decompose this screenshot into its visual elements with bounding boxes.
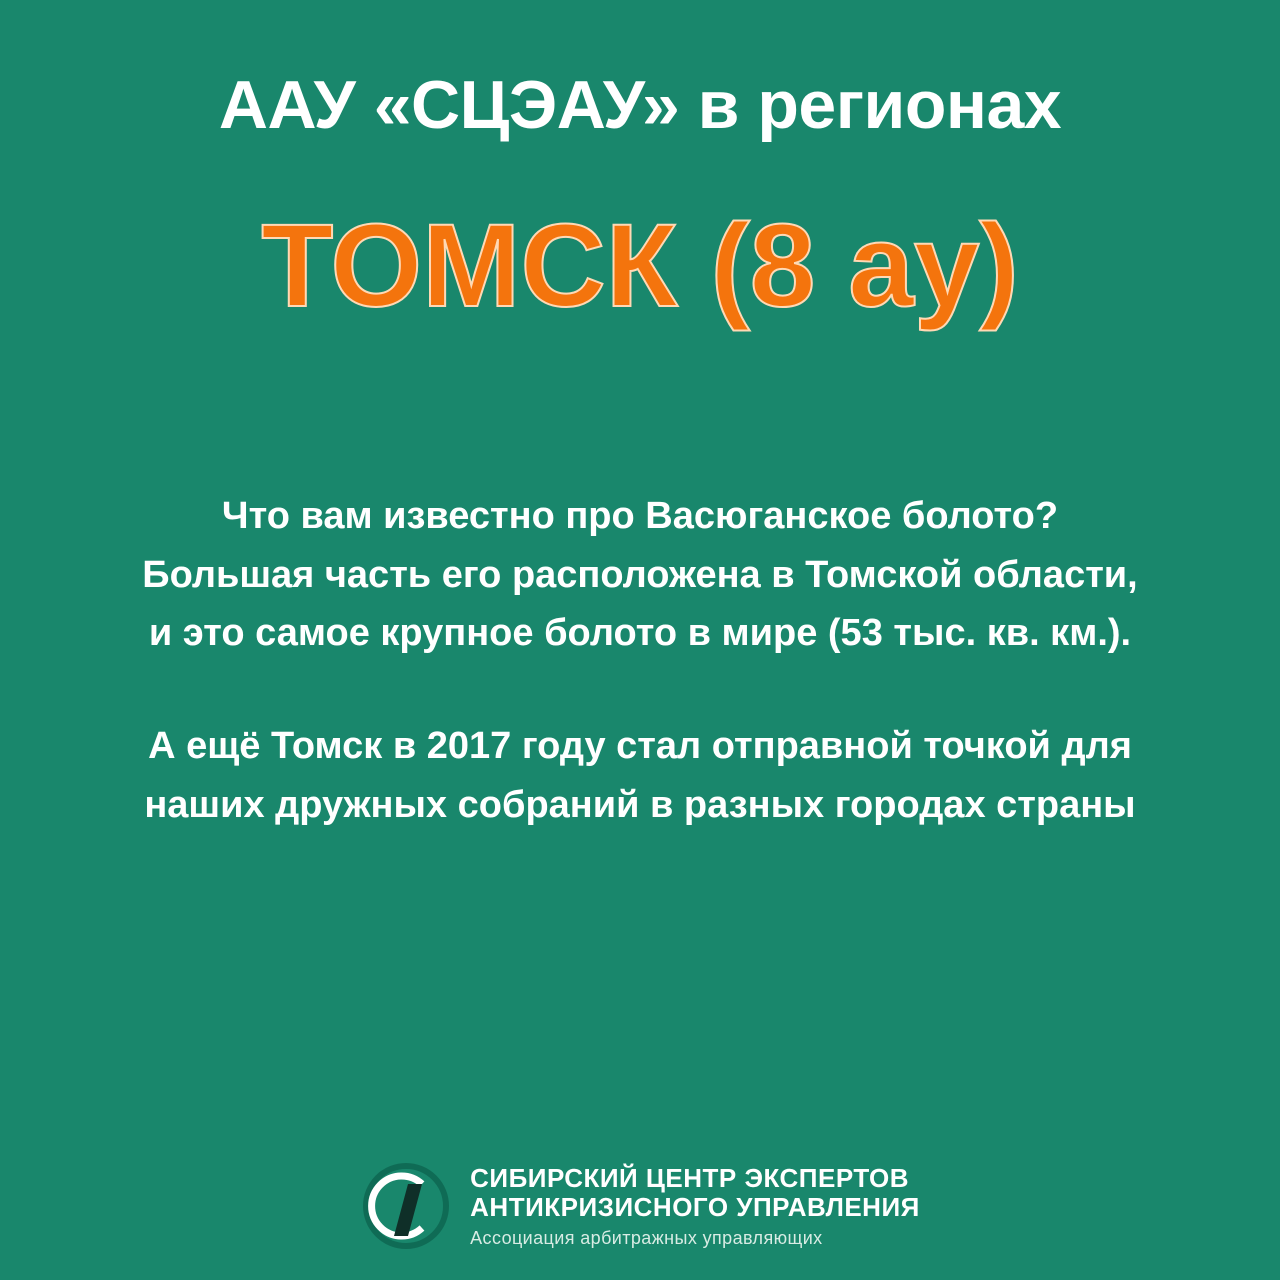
logo-line-3: Ассоциация арбитражных управляющих (470, 1227, 823, 1248)
logo-line-1: СИБИРСКИЙ ЦЕНТР ЭКСПЕРТОВ (470, 1163, 910, 1194)
logo-line-2: АНТИКРИЗИСНОГО УПРАВЛЕНИЯ (470, 1192, 920, 1223)
paragraph-spacer (50, 663, 1230, 717)
body-text (50, 487, 1230, 835)
paragraph-2-line-2: наших дружных собраний в разных городах страны (144, 784, 1136, 827)
logo (0, 1160, 1280, 1252)
city-title: ТОМСК (8 ау) (261, 199, 1019, 332)
sceau-monogram-icon (360, 1160, 452, 1252)
logo-text (470, 1164, 920, 1247)
page-title: ААУ «СЦЭАУ» в регионах (218, 67, 1062, 143)
paragraph-2-line-1: А ещё Томск в 2017 году стал отправной точкой для (148, 725, 1132, 768)
paragraph-1-line-2: Большая часть его расположена в Томской области, (142, 553, 1138, 596)
paragraph-1-line-3: и это самое крупное болото в мире (53 тыс. кв. км.). (148, 612, 1132, 655)
paragraph-1-line-1: Что вам известно про Васюганское болото? (221, 494, 1059, 537)
